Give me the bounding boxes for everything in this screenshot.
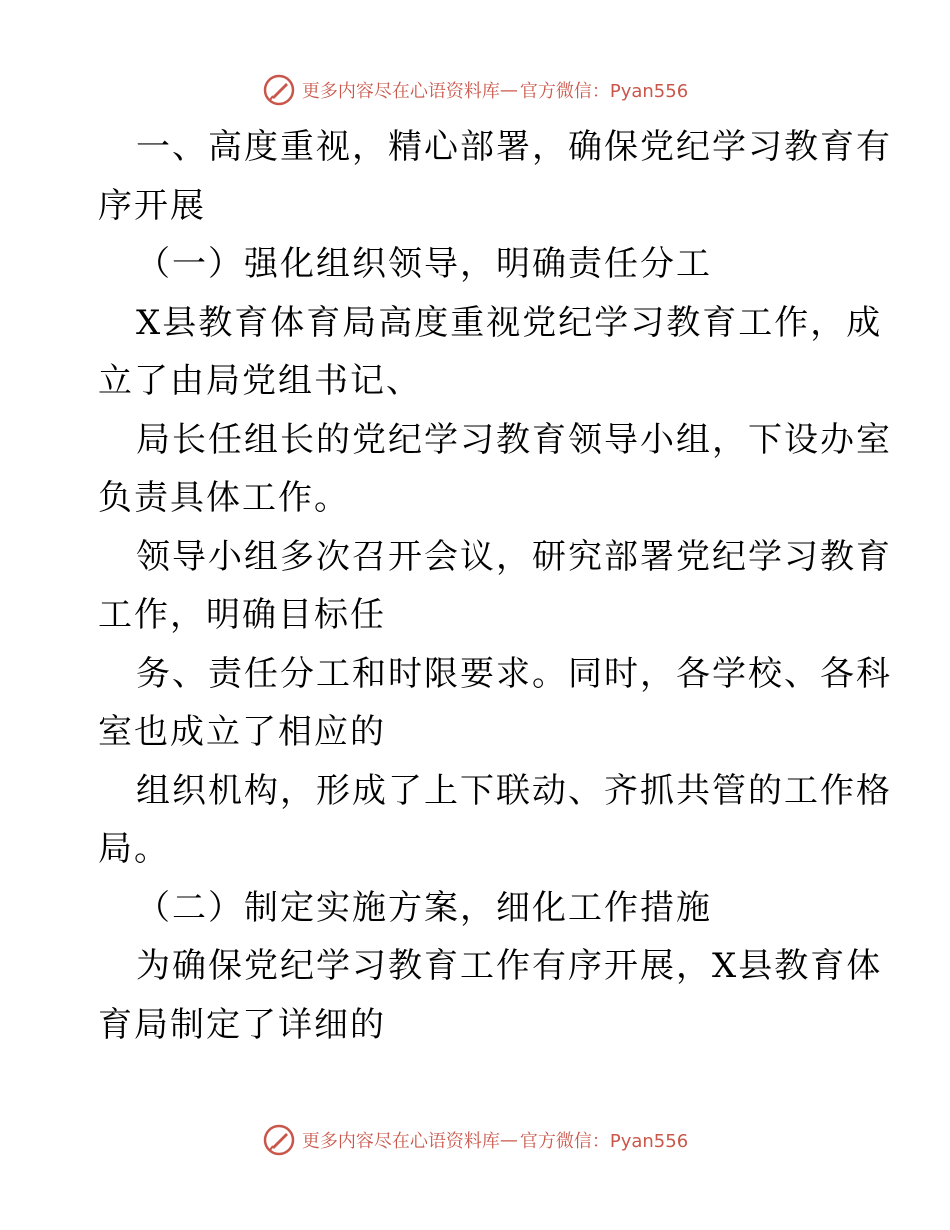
quill-seal-icon bbox=[262, 1123, 296, 1157]
watermark-separator: — bbox=[499, 79, 518, 101]
watermark-main-text: 更多内容尽在心语资料库 bbox=[301, 1131, 500, 1152]
paragraph-line: 为确保党纪学习教育工作有序开展，X县教育体 bbox=[136, 946, 883, 986]
subsection-heading: （一）强化组织领导，明确责任分工 bbox=[136, 244, 712, 284]
paragraph-line: 局长任组长的党纪学习教育领导小组，下设办室 bbox=[136, 419, 892, 460]
document-body bbox=[98, 118, 892, 1054]
paragraph-line: 组织机构，形成了上下联动、齐抓共管的工作格 bbox=[136, 770, 892, 811]
header-watermark bbox=[0, 70, 950, 110]
watermark-separator: — bbox=[499, 1129, 518, 1151]
paragraph-line: 工作，明确目标任 bbox=[98, 595, 386, 635]
section-heading-cont: 序开展 bbox=[98, 185, 206, 226]
paragraph-line: 育局制定了详细的 bbox=[98, 1004, 386, 1045]
watermark-main-text: 更多内容尽在心语资料库 bbox=[301, 81, 500, 102]
watermark-wechat-text: 官方微信：Pyan556 bbox=[519, 81, 689, 102]
paragraph-line: X县教育体育局高度重视党纪学习教育工作，成 bbox=[136, 302, 883, 343]
footer-watermark bbox=[0, 1120, 950, 1160]
section-heading: 一、高度重视，精心部署，确保党纪学习教育有 bbox=[136, 127, 892, 167]
quill-seal-icon bbox=[262, 73, 296, 107]
paragraph-line: 立了由局党组书记、 bbox=[98, 361, 422, 401]
paragraph-line: 局。 bbox=[98, 829, 170, 869]
subsection-heading: （二）制定实施方案，细化工作措施 bbox=[136, 887, 712, 928]
paragraph-line: 务、责任分工和时限要求。同时，各学校、各科 bbox=[136, 653, 892, 694]
paragraph-line: 负责具体工作。 bbox=[98, 478, 350, 518]
watermark-wechat-text: 官方微信：Pyan556 bbox=[519, 1131, 689, 1152]
paragraph-line: 室也成立了相应的 bbox=[98, 712, 386, 752]
paragraph-line: 领导小组多次召开会议，研究部署党纪学习教育 bbox=[136, 536, 892, 577]
